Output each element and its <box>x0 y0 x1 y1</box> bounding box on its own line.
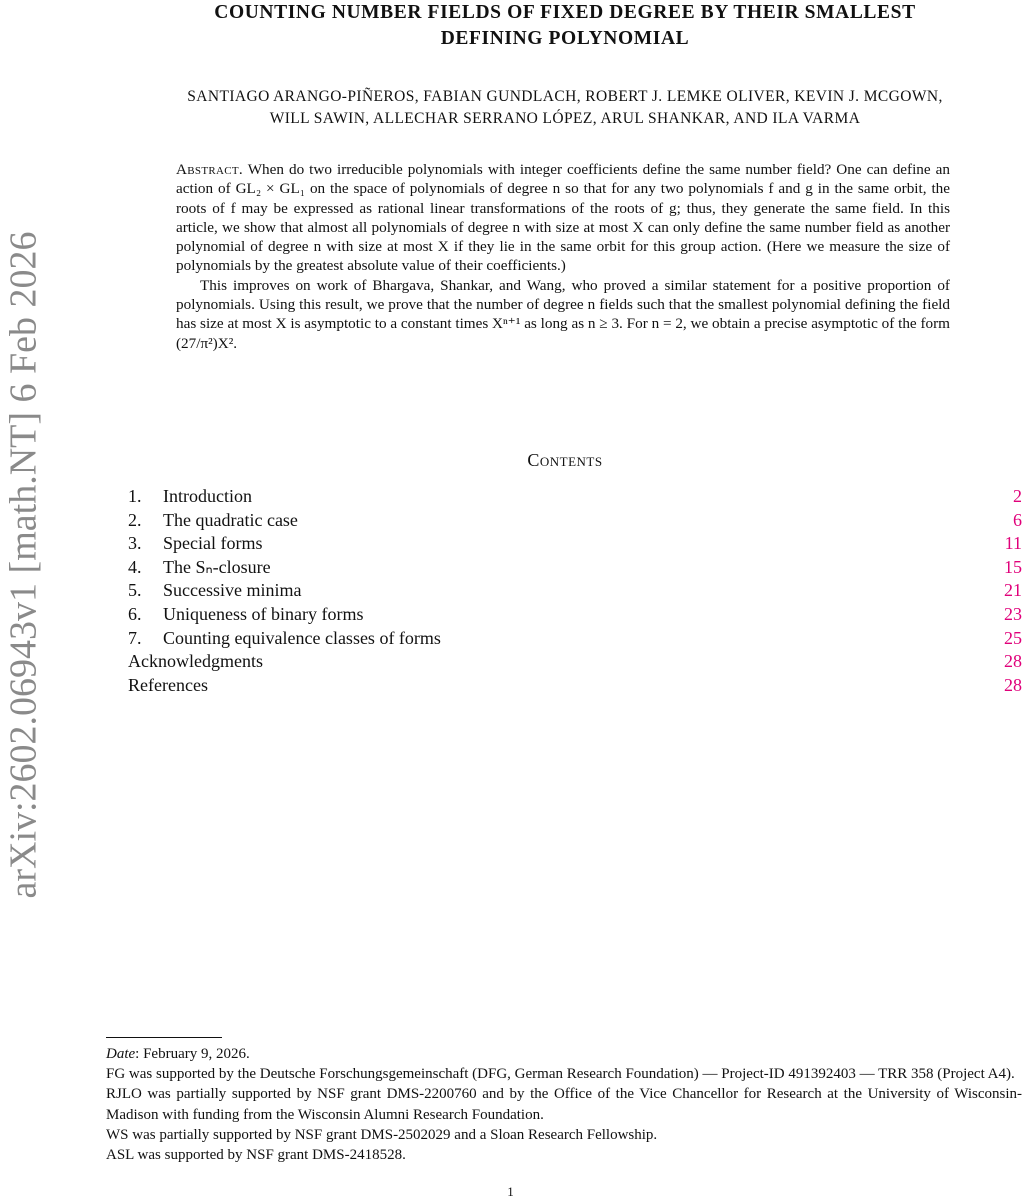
abstract <box>176 160 950 353</box>
toc-page-link[interactable]: 23 <box>1004 603 1022 624</box>
toc-page-link[interactable]: 28 <box>1004 674 1022 695</box>
toc-entry-number: 1. <box>128 486 142 506</box>
footnote-ws: WS was partially supported by NSF grant DMS-2502029 and a Sloan Research Fellowship. <box>106 1126 658 1143</box>
toc-entry-number: 6. <box>128 603 142 624</box>
footnotes <box>106 1044 1022 1165</box>
footnote-rule <box>106 1037 222 1038</box>
toc-entry-title: The Sₙ-closure <box>163 556 271 577</box>
toc-entry-number: 5. <box>128 580 142 601</box>
abstract-label: Abstract. <box>176 161 243 178</box>
toc-entry[interactable] <box>128 509 1022 533</box>
toc-entry[interactable] <box>128 650 1022 674</box>
abstract-text-1: When do two irreducible polynomials with integer coefficients define the same number field? One can define an action of GL₂ × GL₁ on the space of polynomials of degree n so that for any two polynomials f and g in the same orbit, the roots of f may be expressed as rational linear transformations of the roots of g; thus, they generate the same field. In this article, we show that almost all polynomials of degree n with size at most X can only define the same number field as another polynomial of degree n with size at most X if they lie in the same orbit for this group action. (Here we measure the size of polynomials by the greatest absolute value of their coefficients.) <box>176 161 950 275</box>
footnote-asl: ASL was supported by NSF grant DMS-2418528. <box>106 1147 406 1164</box>
toc-entry-number: 4. <box>128 556 142 577</box>
table-of-contents <box>128 485 1022 697</box>
toc-page-link[interactable]: 6 <box>1013 509 1022 530</box>
paper-title <box>120 0 1010 52</box>
toc-entry-title: Introduction <box>163 486 252 506</box>
toc-entry-title: Acknowledgments <box>128 651 263 672</box>
toc-entry-title: Uniqueness of binary forms <box>163 603 364 624</box>
footnote-rjlo: RJLO was partially supported by NSF grant DMS-2200760 and by the Office of the Vice Chancellor for Research at the University of Wisconsin-Madison with funding from the Wisconsin Alumni Research Foundation. <box>106 1086 1022 1123</box>
toc-page-link[interactable]: 25 <box>1004 627 1022 648</box>
toc-entry[interactable] <box>128 603 1022 627</box>
toc-entry-number: 2. <box>128 509 142 530</box>
title-line-2: DEFINING POLYNOMIAL <box>440 28 690 49</box>
toc-page-link[interactable]: 15 <box>1004 556 1022 577</box>
toc-page-link[interactable]: 2 <box>1013 486 1022 506</box>
date-label: Date <box>106 1046 136 1062</box>
toc-entry-title: Successive minima <box>163 580 302 601</box>
toc-entry[interactable] <box>128 674 1022 698</box>
toc-entry-title: References <box>128 674 208 695</box>
toc-entry-title: The quadratic case <box>163 509 298 530</box>
arxiv-stamp-text: arXiv:2602.06943v1 [math.NT] 6 Feb 2026 <box>3 231 45 899</box>
toc-entry[interactable] <box>128 485 1022 509</box>
toc-entry-number: 7. <box>128 627 142 648</box>
toc-page-link[interactable]: 28 <box>1004 651 1022 672</box>
author-list <box>120 86 1010 130</box>
toc-entry[interactable] <box>128 579 1022 603</box>
toc-entry[interactable] <box>128 556 1022 580</box>
toc-entry[interactable] <box>128 627 1022 651</box>
contents-heading: Contents <box>527 450 603 470</box>
abstract-paragraph-2: This improves on work of Bhargava, Shankar, and Wang, who proved a similar statement for a positive proportion of polynomials. Using this result, we prove that the number of degree n fields such that the smallest polynomial defining the field has size at most X is asymptotic to a constant times Xⁿ⁺¹ as long as n ≥ 3. For n = 2, we obtain a precise asymptotic of the form (27/π²)X². <box>176 276 950 352</box>
toc-entry-number: 3. <box>128 533 142 554</box>
abstract-paragraph-1 <box>176 160 950 276</box>
toc-entry-title: Special forms <box>163 533 263 554</box>
toc-entry-title: Counting equivalence classes of forms <box>163 627 441 648</box>
footnote-fg: FG was supported by the Deutsche Forschungsgemeinschaft (DFG, German Research Foundation) — Project-ID 491392403 — TRR 358 (Project A4). <box>106 1066 1015 1083</box>
arxiv-identifier-stamp <box>0 210 48 920</box>
authors-line-1: SANTIAGO ARANGO-PIÑEROS, FABIAN GUNDLACH, ROBERT J. LEMKE OLIVER, KEVIN J. MCGOWN, <box>187 88 943 105</box>
title-line-1: COUNTING NUMBER FIELDS OF FIXED DEGREE BY THEIR SMALLEST <box>214 2 916 23</box>
toc-entry[interactable] <box>128 532 1022 556</box>
page-number: 1 <box>507 1184 514 1199</box>
date-value: : February 9, 2026. <box>135 1046 250 1062</box>
toc-page-link[interactable]: 21 <box>1004 580 1022 601</box>
footnote-date <box>106 1044 1022 1064</box>
authors-line-2: WILL SAWIN, ALLECHAR SERRANO LÓPEZ, ARUL SHANKAR, AND ILA VARMA <box>269 110 861 127</box>
toc-page-link[interactable]: 11 <box>1004 533 1022 554</box>
